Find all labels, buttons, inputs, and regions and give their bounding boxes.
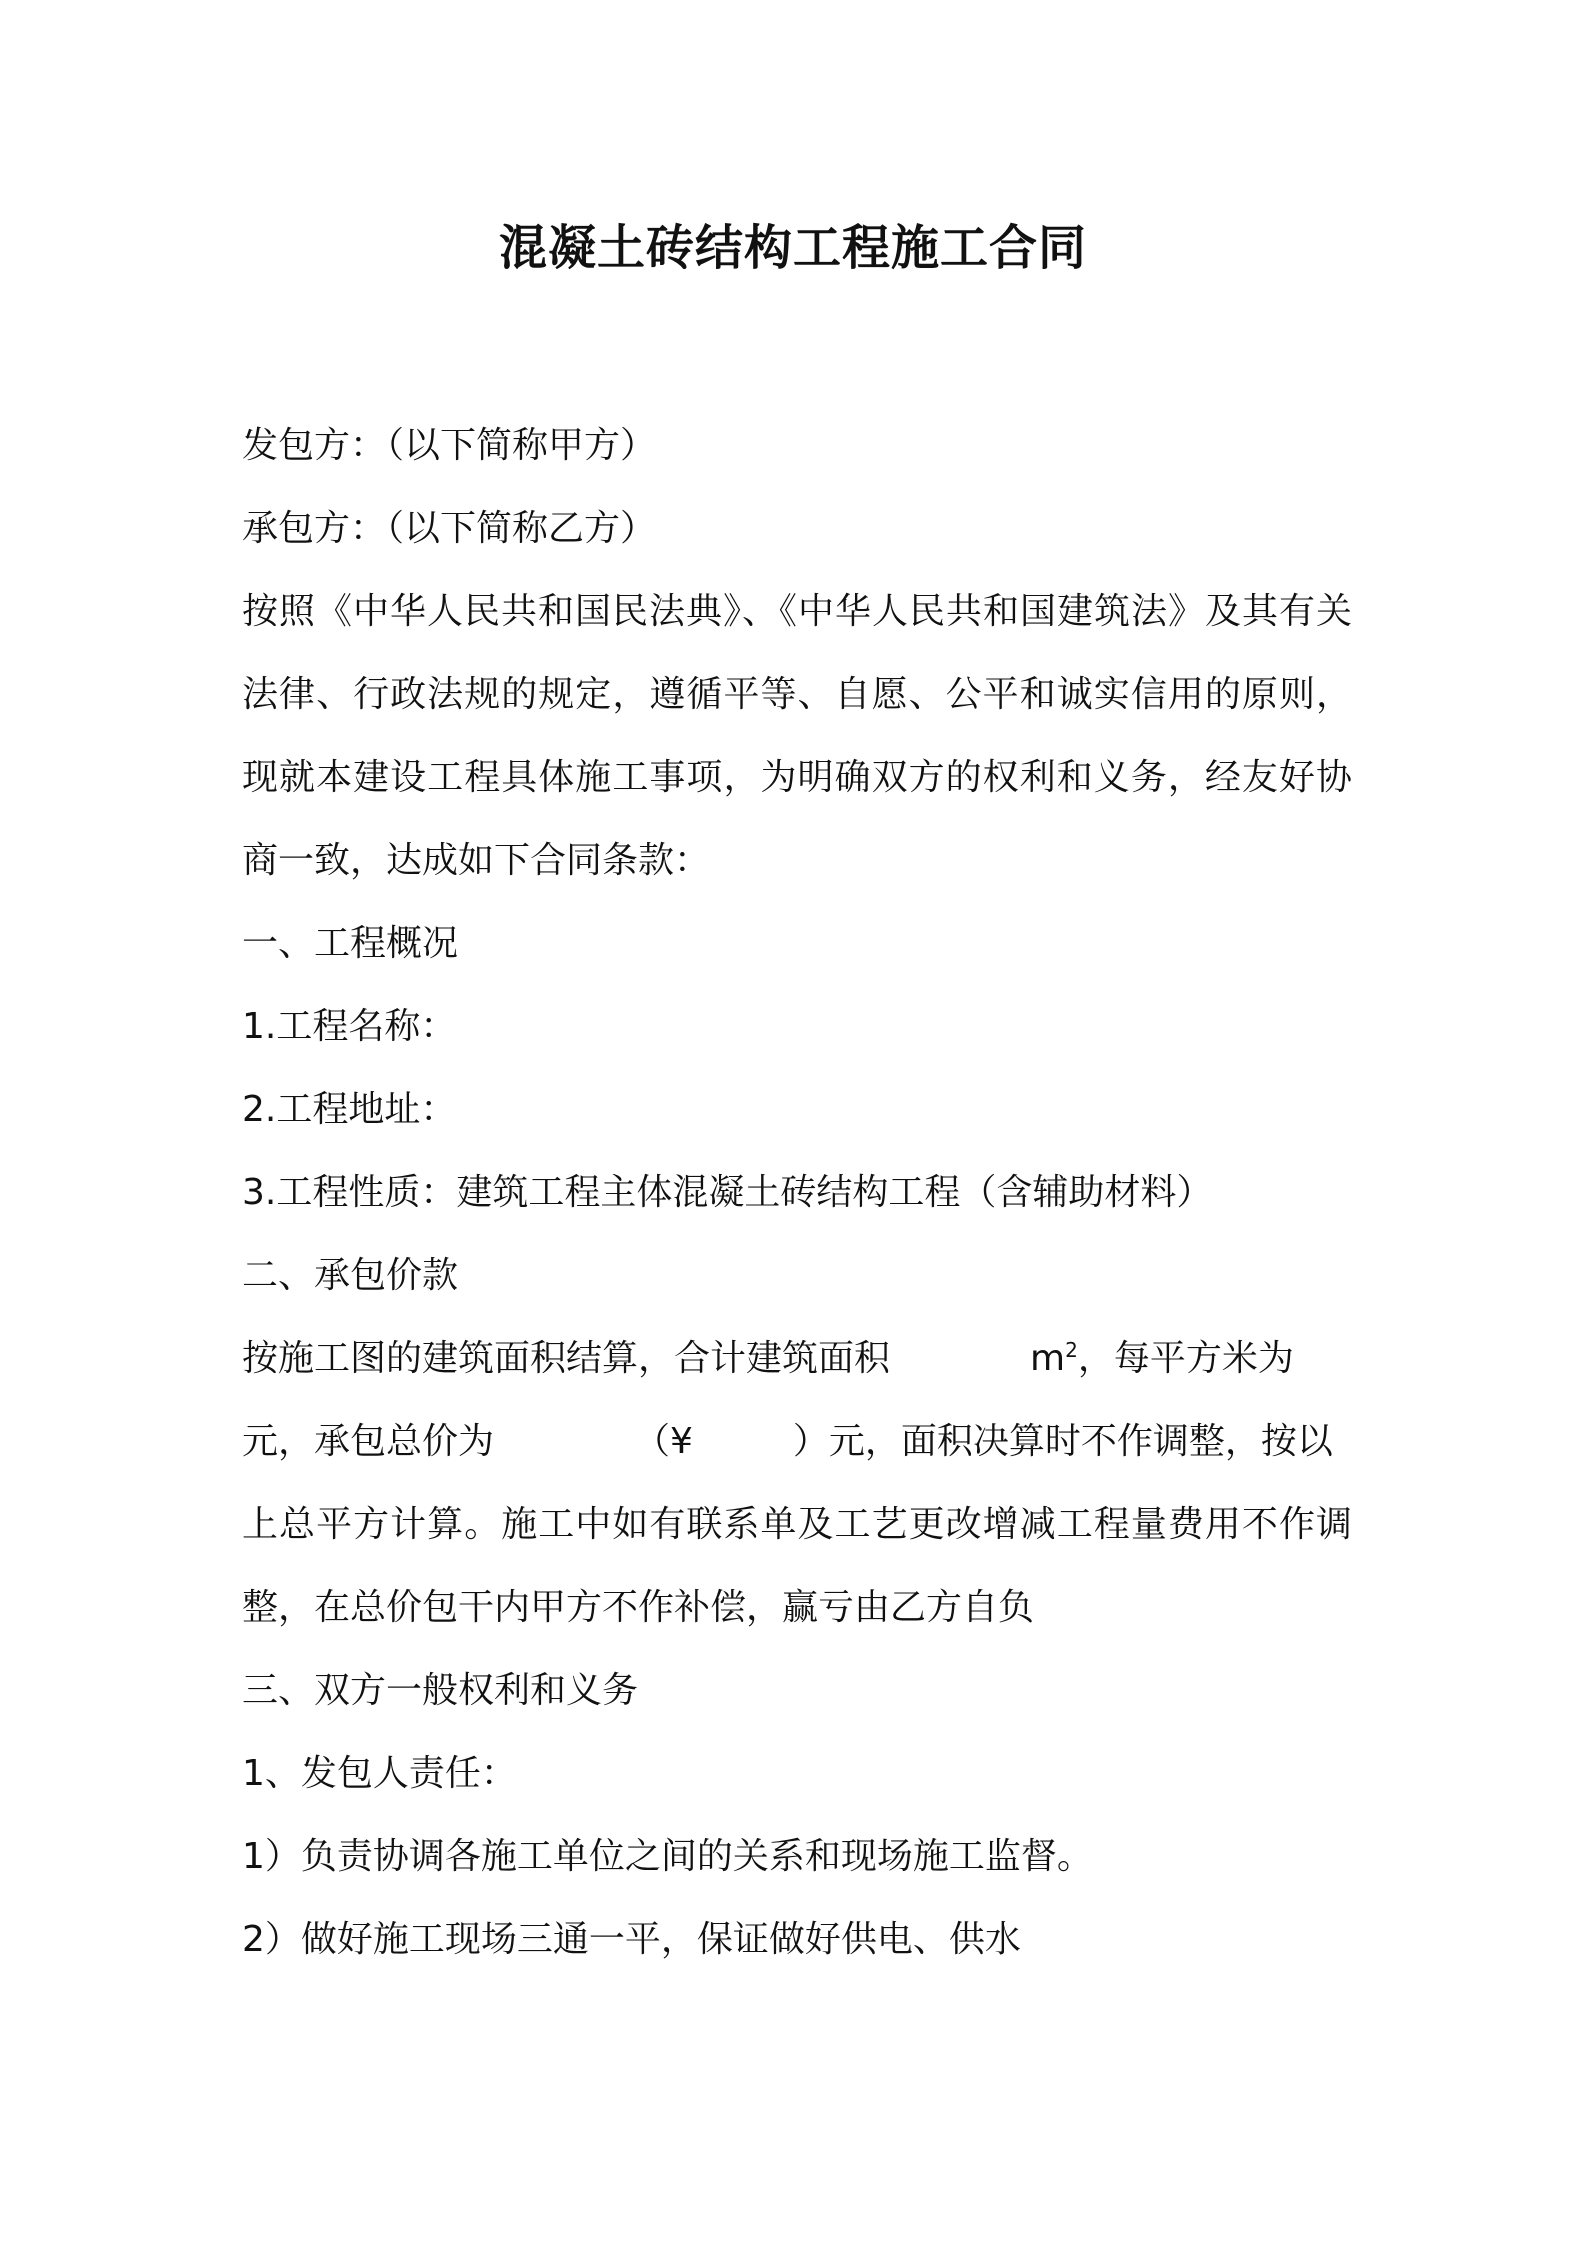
price-figure-open: （¥ xyxy=(634,1421,693,1462)
area-unit-exponent: 2 xyxy=(1065,1338,1078,1362)
area-unit: m xyxy=(1030,1338,1066,1379)
contractor-line: 承包方：（以下简称乙方） xyxy=(242,508,657,549)
section-heading-overview: 一、工程概况 xyxy=(242,923,459,964)
price-line-4: 整，在总价包干内甲方不作补偿，赢亏由乙方自负 xyxy=(242,1587,1035,1628)
price-line-1-tail: ，每平方米为 xyxy=(1077,1338,1294,1379)
section-heading-obligations: 三、双方一般权利和义务 xyxy=(242,1670,639,1711)
preamble-line-2: 法律、行政法规的规定，遵循平等、自愿、公平和诚实信用的原则， xyxy=(242,674,1352,715)
section-heading-price: 二、承包价款 xyxy=(242,1255,459,1296)
project-nature-item: 3.工程性质：建筑工程主体混凝土砖结构工程（含辅助材料） xyxy=(242,1172,1213,1213)
project-name-item: 1.工程名称： xyxy=(242,1006,457,1047)
project-address-item: 2.工程地址： xyxy=(242,1089,457,1130)
preamble-line-4: 商一致，达成如下合同条款： xyxy=(242,840,711,881)
price-line-2-tail: ）元，面积决算时不作调整，按以 xyxy=(792,1421,1333,1462)
duty-item-2: 2）做好施工现场三通一平，保证做好供电、供水 xyxy=(242,1919,1021,1960)
employer-duties-heading: 1、发包人责任： xyxy=(242,1753,517,1794)
preamble-line-3: 现就本建设工程具体施工事项，为明确双方的权利和义务，经友好协 xyxy=(242,757,1352,798)
duty-item-1: 1）负责协调各施工单位之间的关系和现场施工监督。 xyxy=(242,1836,1093,1877)
price-line-1 xyxy=(242,1317,1352,1400)
document-body xyxy=(242,404,1352,1981)
employer-line: 发包方：（以下简称甲方） xyxy=(242,425,657,466)
price-line-1-text: 按施工图的建筑面积结算，合计建筑面积 xyxy=(242,1338,891,1379)
document-title: 混凝土砖结构工程施工合同 xyxy=(498,220,1087,276)
price-line-2-text: 元，承包总价为 xyxy=(242,1421,495,1462)
preamble-line-1: 按照《中华人民共和国民法典》、《中华人民共和国建筑法》及其有关 xyxy=(242,591,1352,632)
price-line-3: 上总平方计算。施工中如有联系单及工艺更改增减工程量费用不作调 xyxy=(242,1504,1352,1545)
price-line-2 xyxy=(242,1400,1352,1483)
